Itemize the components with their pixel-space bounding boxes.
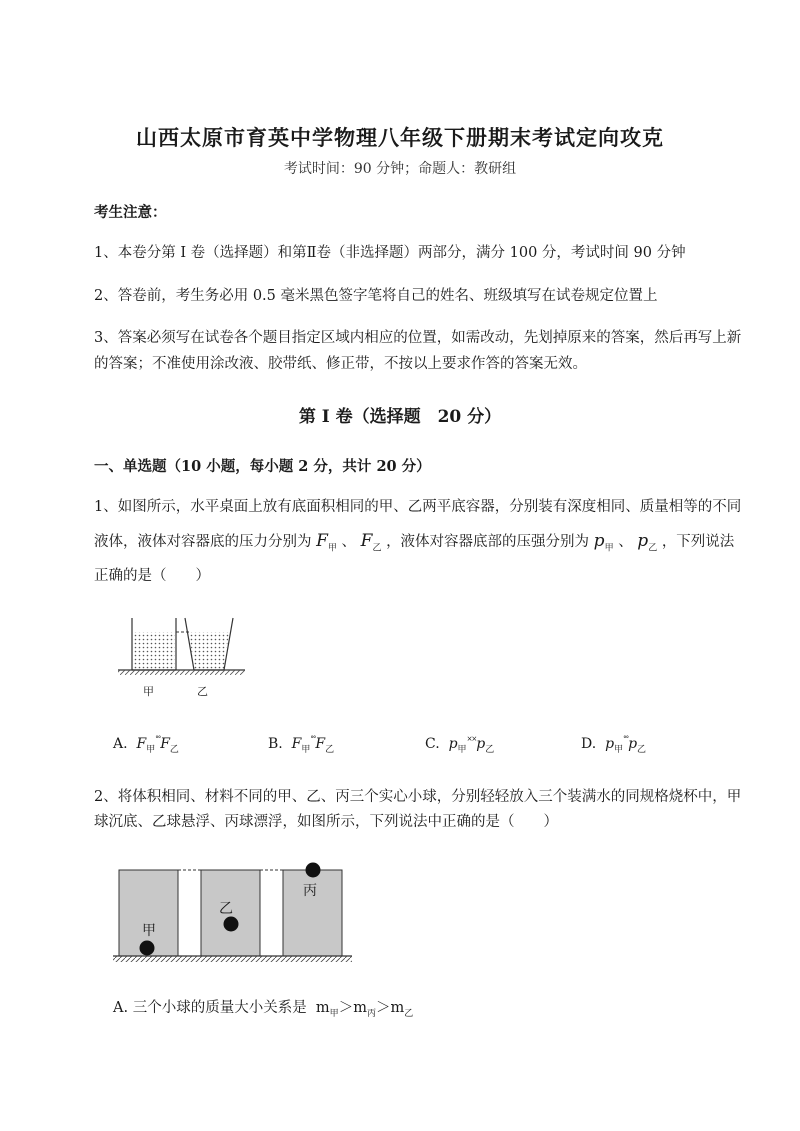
- q1-p-jia: $p_甲$: [593, 531, 614, 554]
- q1-containers-figure: [110, 610, 250, 700]
- q1-line1: 1、如图所示，水平桌面上放有底面积相同的甲、乙两平底容器，分别装有深度相同、质量相等的不同: [94, 499, 742, 515]
- q1-F-jia: $F_甲$: [316, 531, 337, 554]
- q2-m-2: m: [353, 1000, 367, 1016]
- q1-line2: [94, 531, 734, 558]
- q1-liquid-yi: [189, 632, 229, 669]
- option-b-sym-1: F: [291, 736, 302, 752]
- option-c-sub-2: 乙: [485, 744, 495, 755]
- q1-option-b[interactable]: [268, 736, 334, 755]
- option-a-sub-2: 乙: [169, 744, 179, 755]
- option-a-mark: °°: [155, 735, 161, 743]
- q1-line2-text-a: 液体，液体对容器底的压力分别为: [94, 534, 312, 550]
- option-a-sym-1: F: [136, 736, 147, 752]
- q2-option-a-text: A. 三个小球的质量大小关系是: [113, 1000, 307, 1016]
- option-c-sub-1: 甲: [457, 744, 467, 755]
- q1-sep-2: 、: [618, 534, 633, 550]
- q1-fig-label-jia: 甲: [143, 685, 154, 698]
- q1-F-yi: $F_乙$: [360, 531, 382, 554]
- option-c-sym-2: p: [476, 736, 486, 752]
- option-a-label: A.: [113, 736, 128, 752]
- option-b-sym-2: F: [315, 736, 326, 752]
- q2-m-1: m: [315, 1000, 330, 1016]
- q2-fig-label-jia: 甲: [142, 923, 156, 939]
- option-a-sym-2: F: [160, 736, 170, 752]
- q2-beakers-figure: [110, 858, 360, 970]
- notice-item-2: 2、答卷前，考生务必用 0.5 毫米黑色签字笔将自己的姓名、班级填写在试卷规定位置上: [94, 288, 658, 304]
- q2-sub-bing: 丙: [366, 1008, 376, 1019]
- q1-option-a[interactable]: [113, 736, 179, 755]
- option-c-mark: ××: [466, 735, 477, 743]
- q2-fig-label-bing: 丙: [303, 883, 317, 899]
- option-d-mark: °°: [623, 735, 629, 743]
- q2-gt-1: ＞: [338, 1000, 354, 1016]
- notice-heading: 考生注意：: [94, 204, 167, 221]
- q2-ball-jia: [140, 941, 155, 956]
- q1-sep-1: 、: [341, 534, 357, 550]
- q2-ball-yi: [224, 917, 239, 932]
- q2-gt-2: ＞: [375, 1000, 391, 1016]
- option-d-sym-2: p: [628, 736, 638, 752]
- option-b-mark: °°: [310, 735, 316, 743]
- notice-item-1: 1、本卷分第 I 卷（选择题）和第Ⅱ卷（非选择题）两部分，满分 100 分，考试时间 90 分钟: [94, 245, 686, 261]
- q1-liquid-jia: [133, 632, 175, 669]
- q1-p-yi: $p_乙$: [637, 531, 658, 554]
- page-title: 山西太原市育英中学物理八年级下册期末考试定向攻克: [136, 125, 664, 150]
- option-b-sub-2: 乙: [325, 744, 335, 755]
- q1-line2-text-b: ，液体对容器底部的压强分别为: [386, 534, 590, 550]
- option-d-sub-1: 甲: [614, 744, 624, 755]
- q1-option-d[interactable]: [581, 736, 646, 755]
- notice-item-3: 3、答案必须写在试卷各个题目指定区域内相应的位置，如需改动，先划掉原来的答案，然后再写上新: [94, 330, 742, 346]
- part-heading: 一、单选题（10 小题，每小题 2 分，共计 20 分）: [94, 458, 431, 475]
- page-subtitle: 考试时间：90 分钟；命题人：教研组: [283, 161, 517, 177]
- option-b-label: B.: [268, 736, 283, 752]
- q2-ball-bing: [306, 863, 321, 878]
- option-b-sub-1: 甲: [301, 744, 311, 755]
- q2-m-3: m: [390, 1000, 405, 1016]
- q2-sub-jia: 甲: [329, 1008, 339, 1019]
- q1-option-c[interactable]: [425, 736, 494, 755]
- section-title: 第 I 卷（选择题 20 分）: [298, 407, 502, 427]
- q1-fig-label-yi: 乙: [197, 685, 208, 698]
- q2-option-a[interactable]: [113, 998, 413, 1024]
- q1-line3: 正确的是（ ）: [94, 568, 210, 584]
- option-d-label: D.: [581, 736, 597, 752]
- option-c-sym-1: p: [448, 736, 458, 752]
- option-c-label: C.: [425, 736, 440, 752]
- q2-sub-yi: 乙: [404, 1008, 414, 1019]
- option-d-sym-1: p: [605, 736, 615, 752]
- option-d-sub-2: 乙: [637, 744, 647, 755]
- q1-line2-text-c: ，下列说法: [661, 534, 735, 550]
- notice-item-3-cont: 的答案；不准使用涂改液、胶带纸、修正带，不按以上要求作答的答案无效。: [94, 356, 587, 372]
- option-a-sub-1: 甲: [146, 744, 156, 755]
- q2-line1: 2、将体积相同、材料不同的甲、乙、丙三个实心小球，分别轻轻放入三个装满水的同规格烧杯中，甲: [94, 789, 742, 805]
- q2-line2: 球沉底、乙球悬浮、丙球漂浮，如图所示，下列说法中正确的是（ ）: [94, 814, 558, 830]
- q2-fig-label-yi: 乙: [219, 901, 233, 917]
